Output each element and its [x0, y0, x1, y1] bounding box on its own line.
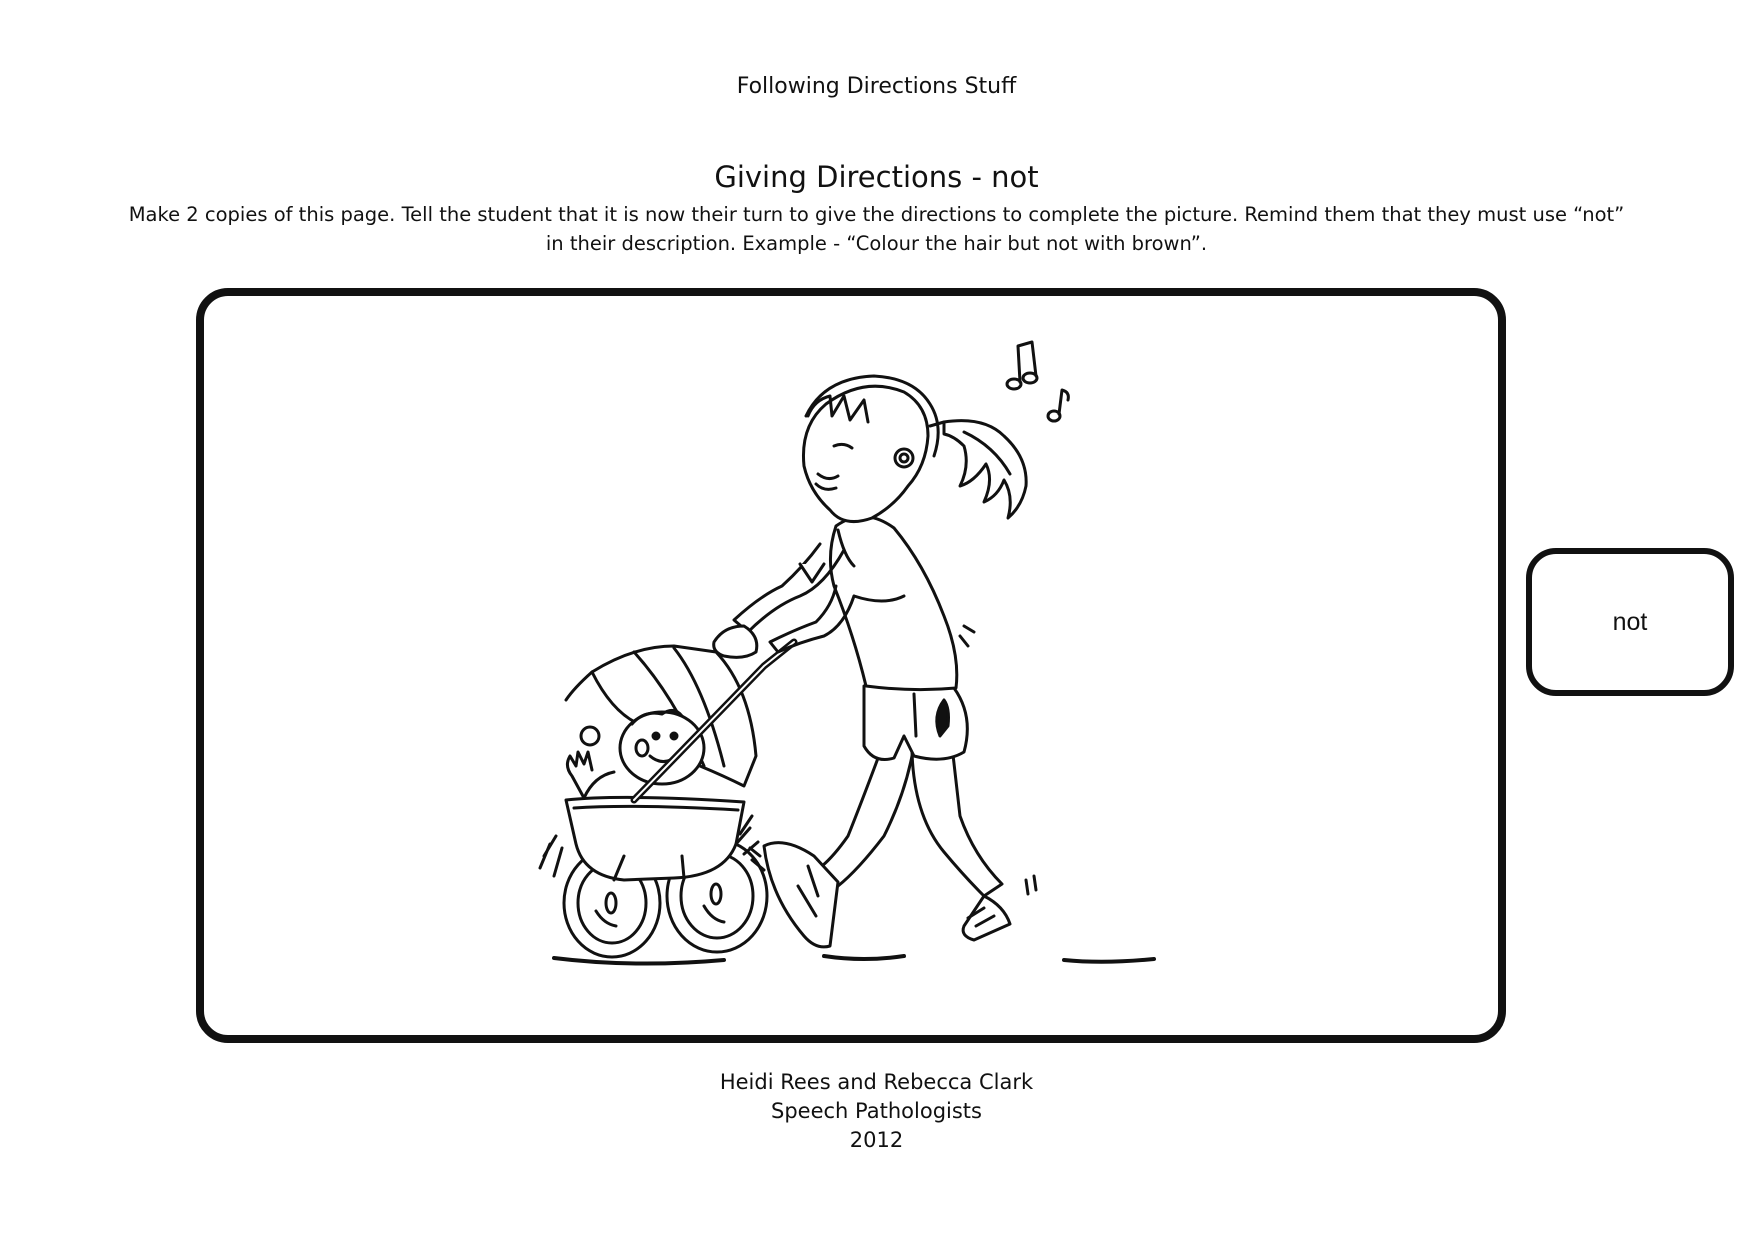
pram-body	[540, 797, 764, 880]
instructions	[110, 200, 1643, 258]
instructions-line-1: Make 2 copies of this page. Tell the student that it is now their turn to give the directions to complete the picture. Remind them that they must use “not”	[128, 203, 1625, 226]
footer-role: Speech Pathologists	[771, 1099, 982, 1123]
woman-head	[803, 376, 944, 522]
page-header: Following Directions Stuff	[736, 74, 1017, 99]
woman-shorts	[864, 684, 967, 759]
baby	[567, 710, 704, 798]
page-title: Giving Directions - not	[714, 160, 1039, 194]
picture-frame	[196, 288, 1506, 1043]
footer-year: 2012	[849, 1128, 904, 1152]
woman-ponytail	[944, 421, 1026, 518]
word-card	[1526, 548, 1734, 696]
music-notes-icon	[1007, 342, 1068, 421]
woman-back-leg	[912, 746, 1036, 940]
mother-pushing-pram-illustration	[204, 296, 1498, 1035]
footer-authors: Heidi Rees and Rebecca Clark	[719, 1070, 1034, 1094]
word-card-label: not	[1612, 607, 1648, 636]
instructions-line-2: in their description. Example - “Colour the hair but not with brown”.	[545, 232, 1208, 255]
footer	[0, 1068, 1753, 1155]
